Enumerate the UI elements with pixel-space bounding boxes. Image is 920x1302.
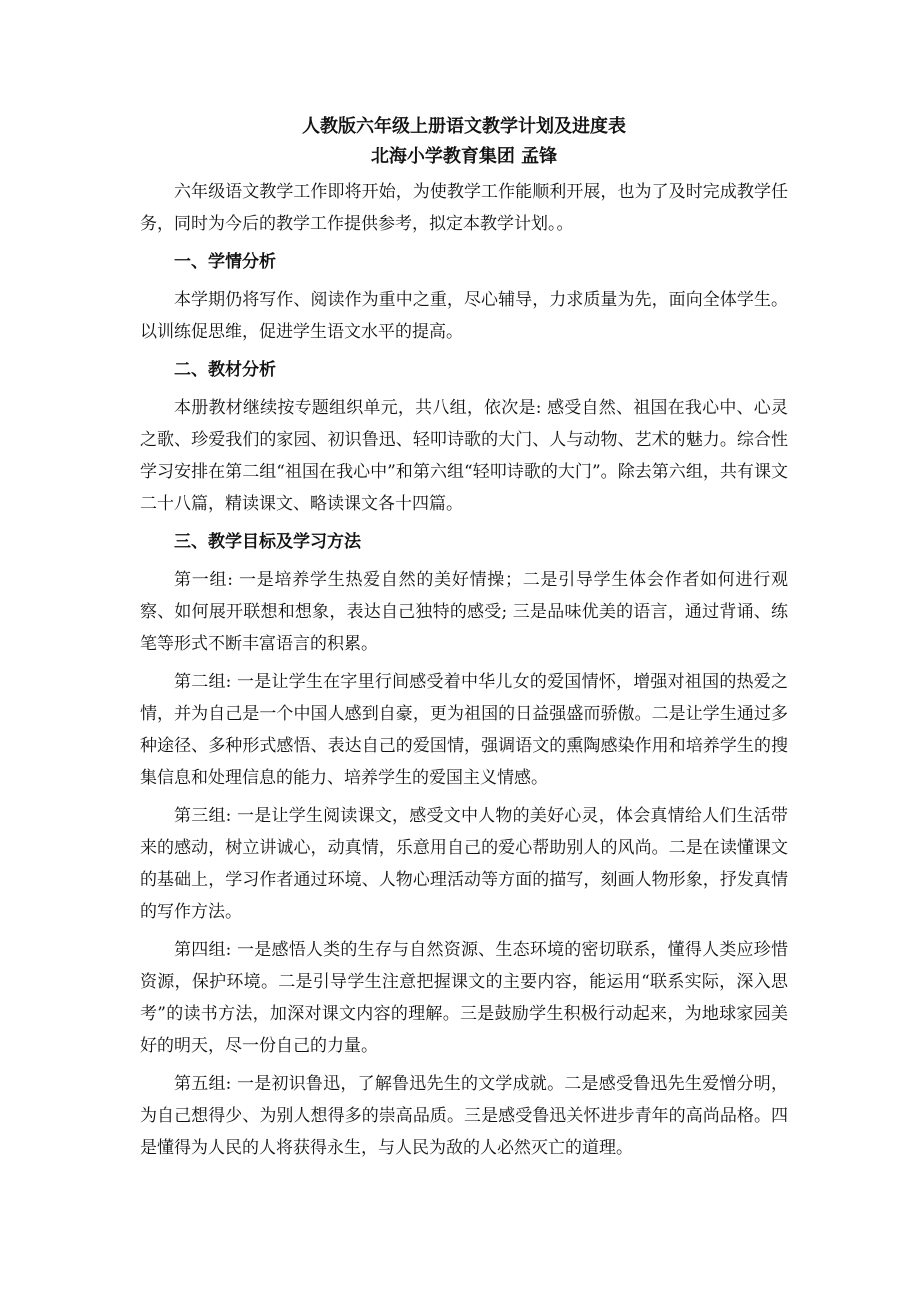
section-heading-learning-analysis: 一、学情分析 (174, 252, 276, 272)
document-page (140, 112, 788, 1170)
paragraph-group-5: 第五组: 一是初识鲁迅，了解鲁迅先生的文学成就。二是感受鲁迅先生爱憎分明，为自己想得少、为别人想得多的崇高品质。三是感受鲁迅关怀进步青年的高尚品格。四是懂得为人民的人将获得永生，与人民为敌的人必然灭亡的道理。 (140, 1074, 788, 1158)
section-heading-teaching-goals: 三、教学目标及学习方法 (174, 532, 361, 552)
document-author: 北海小学教育集团 孟锋 (370, 146, 558, 167)
paragraph: 本册教材继续按专题组织单元，共八组，依次是: 感受自然、祖国在我心中、心灵之歌、珍爱我们的家园、初识鲁迅、轻叩诗歌的大门、人与动物、艺术的魅力。综合性学习安排在第二组“祖国在我心中”和第六组“轻叩诗歌的大门”。除去第六组，共有课文二十八篇，精读课文、略读课文各十四篇。 (140, 398, 788, 514)
paragraph-group-1: 第一组: 一是培养学生热爱自然的美好情操；二是引导学生体会作者如何进行观察、如何展开联想和想象，表达自己独特的感受; 三是品味优美的语言，通过背诵、练笔等形式不断丰富语言的积累。 (140, 570, 788, 654)
paragraph: 本学期仍将写作、阅读作为重中之重，尽心辅导，力求质量为先，面向全体学生。以训练促思维，促进学生语文水平的提高。 (140, 290, 788, 342)
document-title: 人教版六年级上册语文教学计划及进度表 (302, 116, 626, 137)
paragraph-group-2: 第二组: 一是让学生在字里行间感受着中华儿女的爱国情怀，增强对祖国的热爱之情，并为自己是一个中国人感到自豪，更为祖国的日益强盛而骄傲。二是让学生通过多种途径、多种形式感悟、表达自己的爱国情，强调语文的熏陶感染作用和培养学生的搜集信息和处理信息的能力、培养学生的爱国主义情感。 (140, 672, 788, 788)
section-heading-textbook-analysis: 二、教材分析 (174, 360, 276, 380)
paragraph-group-4: 第四组: 一是感悟人类的生存与自然资源、生态环境的密切联系，懂得人类应珍惜资源，保护环境。二是引导学生注意把握课文的主要内容，能运用“联系实际，深入思考”的读书方法，加深对课文内容的理解。三是鼓励学生积极行动起来，为地球家园美好的明天，尽一份自己的力量。 (140, 940, 788, 1056)
intro-paragraph: 六年级语文教学工作即将开始，为使教学工作能顺利开展，也为了及时完成教学任务，同时为今后的教学工作提供参考，拟定本教学计划。。 (140, 182, 788, 234)
paragraph-group-3: 第三组: 一是让学生阅读课文，感受文中人物的美好心灵，体会真情给人们生活带来的感动，树立讲诚心，动真情，乐意用自己的爱心帮助别人的风尚。二是在读懂课文的基础上，学习作者通过环境、人物心理活动等方面的描写，刻画人物形象，抒发真情的写作方法。 (140, 806, 788, 922)
